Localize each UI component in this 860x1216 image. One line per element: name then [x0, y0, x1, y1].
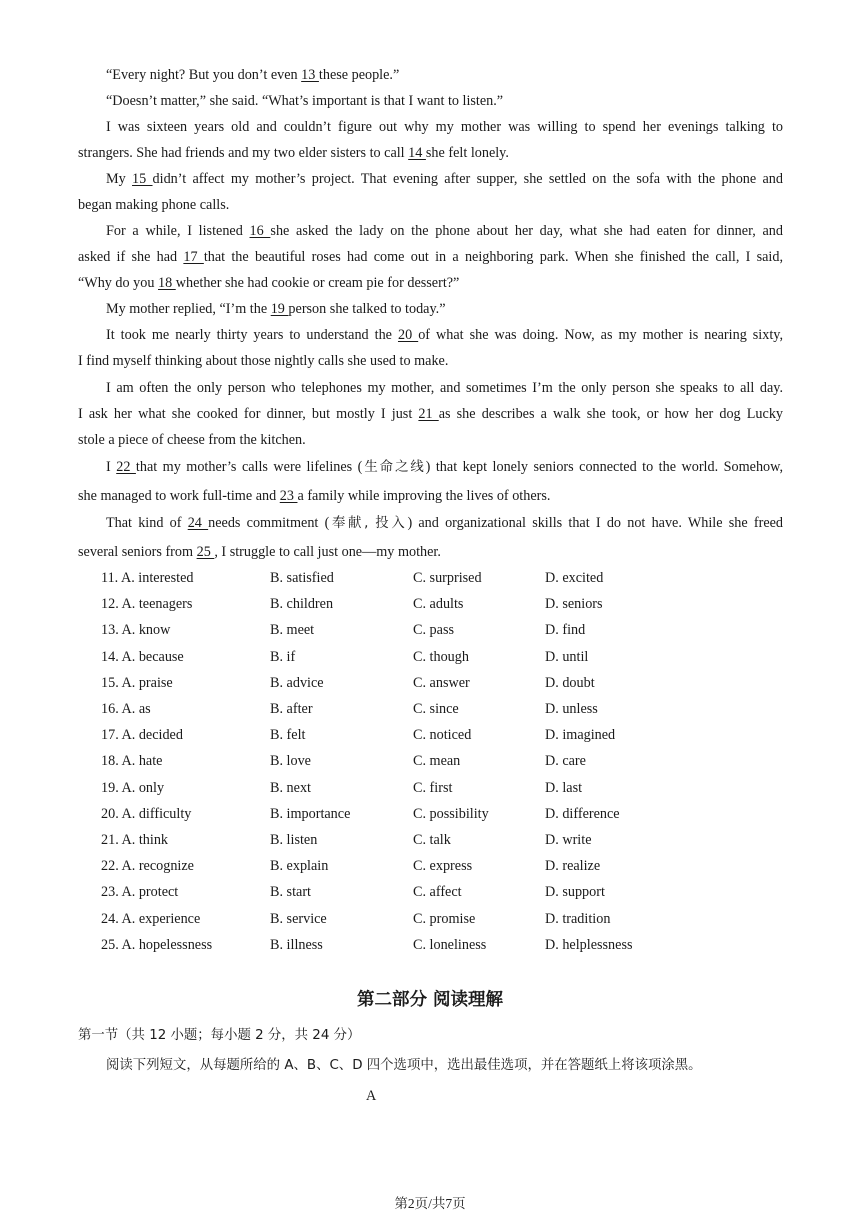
option-b: B. illness: [270, 936, 323, 953]
option-b: B. next: [270, 779, 311, 796]
passage-text: “Every night? But you don’t even: [106, 67, 302, 83]
option-c: C. loneliness: [413, 936, 487, 953]
option-c: C. since: [413, 701, 459, 717]
option-c: C. though: [413, 648, 469, 665]
passage-text: , I struggle to call just one—my mother.: [214, 544, 441, 560]
passage-text: of what she was doing. Now, as my mother is nearing sixty,: [418, 327, 784, 343]
passage-line: [78, 486, 783, 506]
passage-line: [106, 325, 783, 345]
option-d: D. difference: [545, 805, 620, 822]
option-d: D. tradition: [545, 910, 611, 927]
option-d: D. doubt: [545, 674, 595, 691]
option-b: B. meet: [270, 622, 315, 639]
passage-line: [106, 378, 783, 398]
passage-line: [78, 542, 783, 562]
option-a: 25. A. hopelessness: [101, 936, 213, 953]
option-c: C. pass: [413, 622, 454, 639]
passage-line: [78, 143, 783, 163]
option-d: D. helplessness: [545, 936, 633, 953]
passage-line: [106, 457, 783, 478]
passage-line: [78, 273, 783, 293]
passage-text: she asked the lady on the phone about her day, what she had eaten for dinner, and: [270, 223, 783, 239]
option-c: C. promise: [413, 910, 476, 927]
option-b: B. advice: [270, 674, 324, 691]
option-b: B. satisfied: [270, 570, 334, 586]
option-d: D. seniors: [545, 596, 603, 613]
passage-text: she managed to work full-time and: [78, 488, 280, 504]
passage-text: that the beautiful roses had come out in a neighboring park. When she finished the call, I said,: [203, 249, 784, 265]
passage-line: [78, 351, 783, 371]
option-b: B. importance: [270, 805, 351, 822]
option-c: C. talk: [413, 832, 451, 848]
answer-blank: 18: [158, 275, 176, 291]
option-a: 19. A. only: [101, 779, 165, 796]
passage-text: asked if she had: [78, 249, 184, 265]
passage-text: I ask her what she cooked for dinner, but mostly I just: [78, 406, 419, 422]
option-b: B. listen: [270, 832, 318, 848]
option-b: B. if: [270, 648, 296, 665]
answer-blank: 13: [301, 67, 319, 83]
passage-line: [78, 195, 783, 215]
option-a: 17. A. decided: [101, 727, 183, 744]
option-b: B. love: [270, 753, 311, 770]
option-b: B. start: [270, 884, 311, 901]
option-d: D. last: [545, 779, 583, 796]
passage-text: she felt lonely.: [425, 145, 509, 161]
option-a: 15. A. praise: [101, 674, 173, 691]
passage-text: My mother replied, “I’m the: [106, 301, 271, 317]
option-c: C. express: [413, 858, 473, 875]
option-b: B. felt: [270, 727, 306, 744]
reading-instruction: 阅读下列短文，从每题所给的 A、B、C、D 四个选项中，选出最佳选项，并在答题纸上将该项涂黑。: [106, 1058, 702, 1073]
subsection-title: 第一节（共 12 小题；每小题 2 分，共 24 分）: [78, 1028, 361, 1043]
passage-line: [106, 169, 783, 189]
option-c: C. adults: [413, 596, 464, 613]
option-a: 18. A. hate: [101, 753, 163, 770]
answer-blank: 23: [279, 488, 298, 504]
option-a: 16. A. as: [101, 701, 151, 717]
answer-blank: 14: [408, 145, 426, 161]
passage-text: these people.”: [318, 67, 400, 83]
option-d: D. excited: [545, 570, 604, 586]
passage-text: I was sixteen years old and couldn’t figure out why my mother was willing to spend her evenings talking to: [106, 119, 783, 135]
option-b: B. after: [270, 701, 313, 717]
passage-text: It took me nearly thirty years to understand the: [106, 327, 398, 343]
option-c: C. noticed: [413, 727, 472, 744]
answer-blank: 15: [132, 171, 153, 187]
passage-text: that my mother’s calls were lifelines (: [135, 459, 363, 475]
passage-line: [106, 91, 783, 111]
passage-text: I: [106, 459, 117, 475]
option-b: B. explain: [270, 858, 329, 875]
option-d: D. write: [545, 832, 592, 848]
passage-text: didn’t affect my mother’s project. That evening after supper, she settled on the sofa with the phone and: [152, 171, 783, 187]
passage-text: “Why do you: [78, 275, 158, 291]
option-a: 21. A. think: [101, 832, 169, 848]
option-d: D. find: [545, 622, 586, 639]
chinese-gloss: 奉献, 投入: [329, 516, 408, 531]
option-d: D. until: [545, 648, 589, 665]
option-d: D. realize: [545, 858, 601, 875]
page-number: 第2页/共7页: [394, 1196, 466, 1211]
passage-text: stole a piece of cheese from the kitchen.: [78, 432, 306, 448]
passage-text: I find myself thinking about those nightly calls she used to make.: [78, 353, 449, 369]
passage-line: [106, 65, 783, 85]
option-c: C. affect: [413, 884, 462, 901]
option-c: C. answer: [413, 674, 470, 691]
passage-line: [106, 221, 783, 241]
passage-text: began making phone calls.: [78, 197, 230, 213]
option-a: 22. A. recognize: [101, 858, 194, 875]
option-d: D. support: [545, 884, 605, 901]
passage-line: [106, 117, 783, 137]
option-c: C. possibility: [413, 805, 489, 822]
answer-blank: 17: [183, 249, 204, 265]
passage-text: needs commitment (: [208, 515, 330, 531]
option-c: C. mean: [413, 753, 461, 770]
option-a: 24. A. experience: [101, 910, 201, 927]
passage-line: [78, 430, 783, 450]
passage-text: as she describes a walk she took, or how her dog Lucky: [438, 406, 784, 422]
answer-blank: 25: [196, 544, 215, 560]
option-a: 20. A. difficulty: [101, 805, 192, 822]
option-a: 13. A. know: [101, 622, 171, 639]
passage-text: My: [106, 171, 133, 187]
option-c: C. first: [413, 779, 453, 796]
passage-text: “Doesn’t matter,” she said. “What’s important is that I want to listen.”: [106, 93, 504, 109]
passage-text: That kind of: [106, 515, 188, 531]
answer-blank: 24: [187, 515, 209, 531]
section-heading: 第二部分 阅读理解: [356, 990, 504, 1010]
passage-text: several seniors from: [78, 544, 197, 560]
option-d: D. imagined: [545, 727, 616, 744]
option-a: 11. A. interested: [101, 570, 194, 586]
option-d: D. unless: [545, 701, 598, 717]
passage-text: For a while, I listened: [106, 223, 250, 239]
passage-text: ) that kept lonely seniors connected to the world. Somehow,: [425, 459, 784, 475]
chinese-gloss: 生命之线: [362, 460, 426, 475]
option-d: D. care: [545, 753, 586, 770]
option-a: 12. A. teenagers: [101, 596, 193, 613]
passage-line: [78, 404, 783, 424]
passage-text: a family while improving the lives of others.: [297, 488, 551, 504]
answer-blank: 19: [270, 301, 289, 317]
passage-text: whether she had cookie or cream pie for dessert?”: [175, 275, 460, 291]
option-a: 23. A. protect: [101, 884, 179, 901]
passage-text: person she talked to today.”: [288, 301, 446, 317]
option-a: 14. A. because: [101, 648, 184, 665]
passage-line: [78, 247, 783, 267]
passage-text: strangers. She had friends and my two elder sisters to call: [78, 145, 409, 161]
passage-text: ) and organizational skills that I do not have. While she freed: [407, 515, 784, 531]
option-b: B. service: [270, 910, 327, 927]
passage-line: [106, 513, 783, 534]
passage-label: A: [366, 1088, 377, 1104]
answer-blank: 21: [418, 406, 439, 422]
answer-blank: 16: [249, 223, 271, 239]
option-b: B. children: [270, 596, 334, 613]
passage-text: I am often the only person who telephones my mother, and sometimes I’m the only person she speaks to all day.: [106, 380, 783, 396]
answer-blank: 20: [397, 327, 419, 343]
option-c: C. surprised: [413, 570, 482, 586]
passage-line: [106, 299, 783, 319]
answer-blank: 22: [116, 459, 136, 475]
